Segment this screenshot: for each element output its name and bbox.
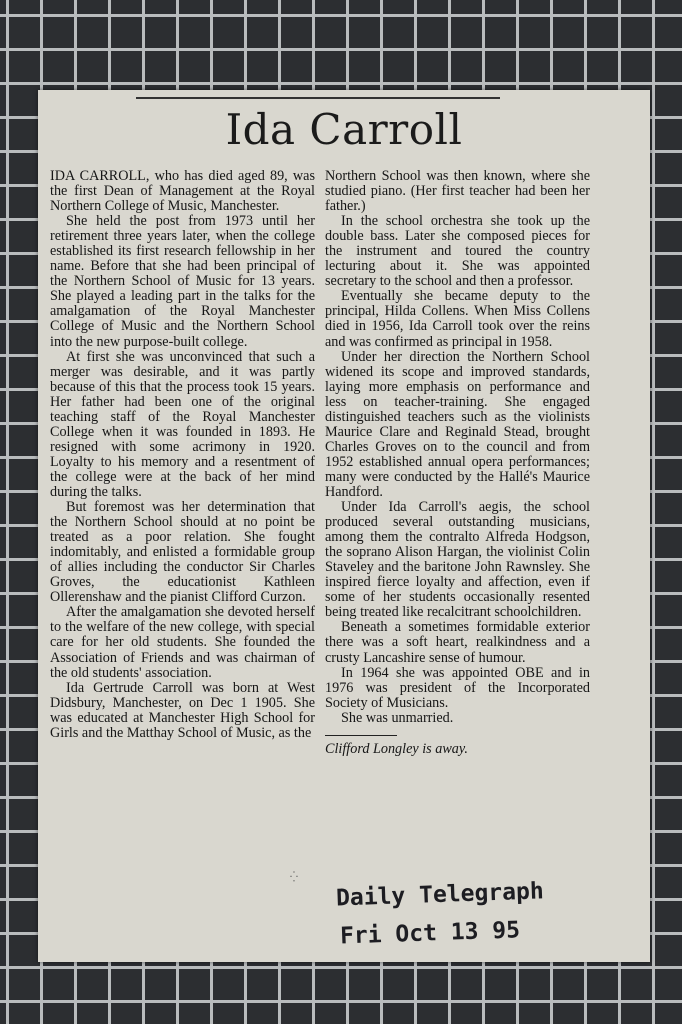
paragraph: After the amalgamation she devoted herself to the welfare of the new college, with special care for her old students. She founded the Association of Friends and was chairman of the old students' association. (50, 604, 315, 681)
paragraph: In the school orchestra she took up the double bass. Later she composed pieces for the instrument and toured the country lecturing about it. She was appointed secretary to the school and then a professor. (325, 213, 590, 290)
paragraph: IDA CARROLL, who has died aged 89, was the first Dean of Management at the Royal Northern College of Music, Manchester. (50, 168, 315, 215)
headline: Ida Carroll (225, 105, 463, 154)
paragraph: Eventually she became deputy to the principal, Hilda Collens. When Miss Collens died in 1956, Ida Carroll took over the reins and was confirmed as principal in 1958. (325, 288, 590, 350)
paragraph: She was unmarried. (341, 709, 454, 726)
paragraph: Under her direction the Northern School widened its scope and improved standards, laying more emphasis on performance and less on teacher-training. She engaged distinguished teachers such as the violinists Maurice Clare and Reginald Stead, brought Charles Groves on to the council and from 1952 established annual opera performances; many were conducted by the Hallé's Maurice Handford. (325, 348, 590, 500)
paragraph: But foremost was her determination that the Northern School should at no point be treated as a poor relation. She fought indomitably, and enlisted a formidable group of allies including the conductor Sir Charles Groves, the educationist Kathleen Ollerenshaw and the pianist Clifford Curzon. (50, 499, 315, 606)
paragraph: Under Ida Carroll's aegis, the school produced several outstanding musicians, among them the contralto Alfreda Hodgson, the soprano Alison Hargan, the violinist Colin Staveley and the baritone John Rawnsley. She inspired fierce loyalty and affection, even if some of her students occasionally resented being treated like recalcitrant schoolchildren. (325, 499, 590, 621)
handwritten-source: Daily Telegraph (335, 878, 545, 912)
paragraph: Ida Gertrude Carroll was born at West Didsbury, Manchester, on Dec 1 1905. She was educated at Manchester High School for Girls and the Matthay School of Music, as the (50, 679, 315, 741)
newspaper-clipping (38, 90, 650, 962)
paragraph: At first she was unconvinced that such a merger was desirable, and it was partly because of this that the process took 15 years. Her father had been one of the original teaching staff of the Royal Manchester College when it was founded in 1893. He resigned with some acrimony in 1920. Loyalty to his memory and a resentment of the college were at the back of her mind during the talks. (50, 348, 315, 500)
top-rule (136, 97, 500, 99)
handwritten-date: Fri Oct 13 95 (339, 917, 521, 950)
signoff-rule (325, 735, 397, 736)
paragraph: Northern School was then known, where she studied piano. (Her first teacher had been her father.) (325, 168, 590, 215)
signoff: Clifford Longley is away. (325, 740, 468, 757)
left-column (50, 169, 315, 741)
paragraph: Beneath a sometimes formidable exterior there was a soft heart, realkindness and a crusty Lancashire sense of humour. (325, 619, 590, 666)
paragraph: In 1964 she was appointed OBE and in 1976 was president of the Incorporated Society of Musicians. (325, 664, 590, 711)
right-column (325, 169, 590, 757)
ink-mark-icon: ⁛ (290, 872, 298, 883)
paragraph: She held the post from 1973 until her retirement three years later, when the college established its first research fellowship in her name. Before that she had been principal of the Northern School of Music for 13 years. She played a leading part in the talks for the amalgamation of the Royal Manchester College of Music and the Northern School into the new purpose-built college. (50, 213, 315, 350)
